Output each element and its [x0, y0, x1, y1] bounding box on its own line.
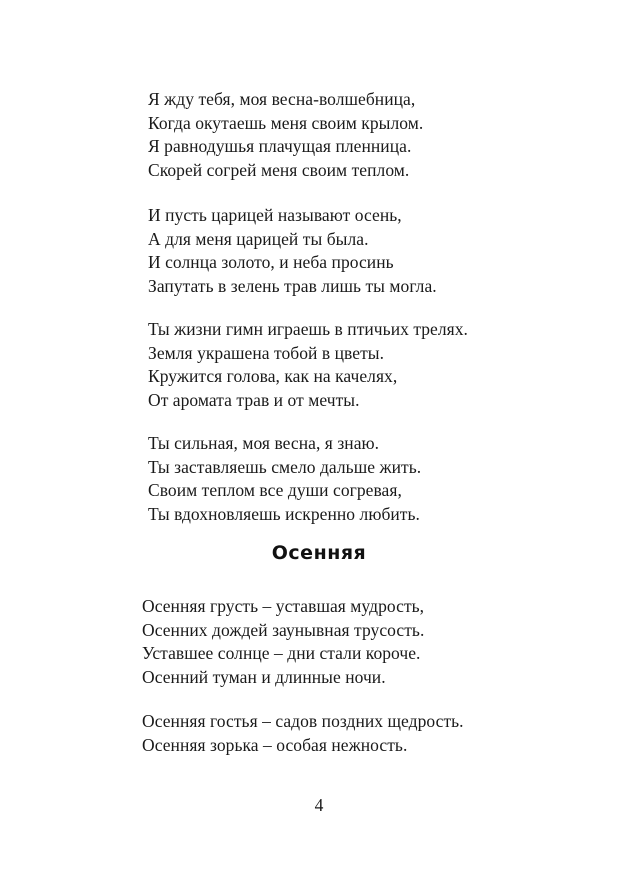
poem-line: От аромата трав и от мечты. — [148, 389, 360, 410]
poem-line: Ты вдохновляешь искренно любить. — [148, 503, 420, 524]
poem-line: И солнца золото, и неба просинь — [148, 252, 394, 272]
poem-line: Запутать в зелень трав лишь ты могла. — [148, 275, 437, 296]
page-number: 4 — [314, 795, 324, 815]
poem2-stanza-2 — [142, 710, 464, 757]
poem-line: Кружится голова, как на качелях, — [148, 366, 398, 386]
poem-line: Осенняя гостья – садов поздних щедрость. — [142, 711, 464, 731]
poem2-title: Осенняя — [271, 542, 367, 564]
poem1-stanza-3 — [148, 318, 468, 412]
poem-line: Ты сильная, моя весна, я знаю. — [148, 433, 380, 453]
poem-line: Я жду тебя, моя весна-волшебница, — [148, 89, 416, 109]
poem1-stanza-2 — [148, 204, 437, 298]
poem-line: Ты жизни гимн играешь в птичьих трелях. — [148, 319, 468, 339]
poem1-stanza-4 — [148, 432, 421, 526]
poem-line: Когда окутаешь меня своим крылом. — [148, 112, 424, 133]
poem-line: Осенний туман и длинные ночи. — [142, 666, 386, 687]
poem-line: А для меня царицей ты была. — [148, 228, 369, 249]
poem2-stanza-1 — [142, 595, 424, 689]
poem1-stanza-1 — [148, 88, 423, 182]
poem-line: Осенних дождей заунывная трусость. — [142, 619, 425, 640]
poem-line: Земля украшена тобой в цветы. — [148, 342, 385, 363]
poem-line: Я равнодушья плачущая пленница. — [148, 136, 412, 156]
poem-line: Своим теплом все души согревая, — [148, 480, 402, 500]
poem-line: Ты заставляешь смело дальше жить. — [148, 456, 422, 477]
poem-line: Уставшее солнце – дни стали короче. — [142, 643, 421, 663]
poem-line: Осенняя зорька – особая нежность. — [142, 734, 408, 755]
poem-line: Осенняя грусть – уставшая мудрость, — [142, 596, 425, 616]
poem-line: Скорей согрей меня своим теплом. — [148, 159, 410, 180]
poem-line: И пусть царицей называют осень, — [148, 205, 402, 225]
